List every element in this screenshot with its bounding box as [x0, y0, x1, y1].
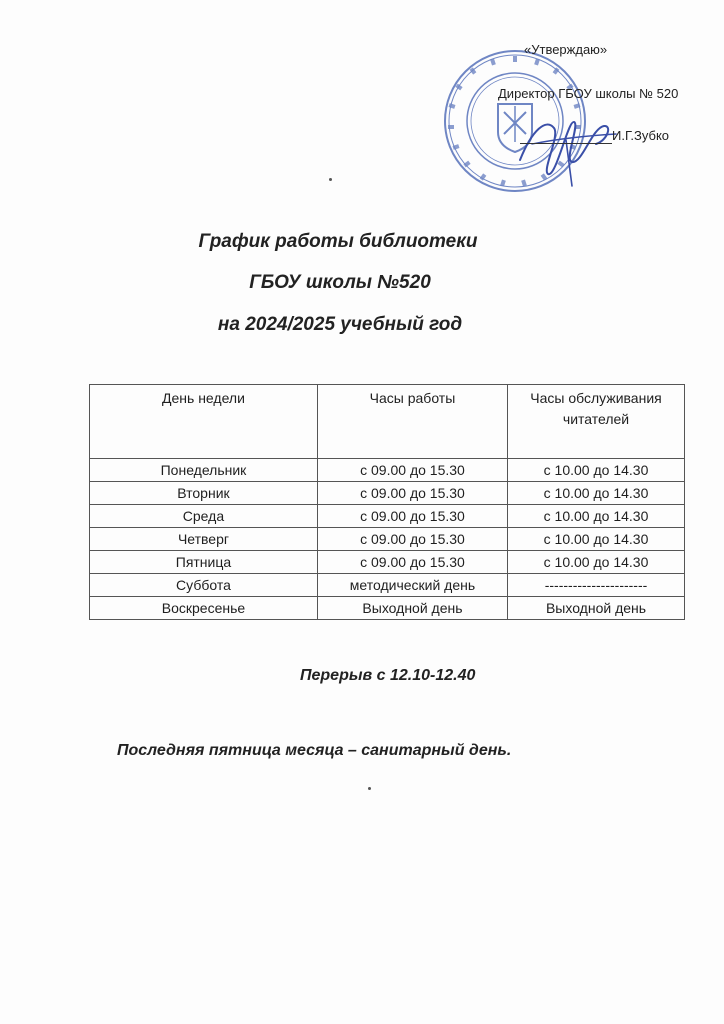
- cell-work-hours: Выходной день: [317, 597, 507, 620]
- stray-mark: [329, 178, 332, 181]
- cell-day: Среда: [90, 505, 318, 528]
- cell-work-hours: с 09.00 до 15.30: [317, 528, 507, 551]
- schedule-table: [89, 384, 685, 620]
- cell-work-hours: с 09.00 до 15.30: [317, 505, 507, 528]
- cell-day: Четверг: [90, 528, 318, 551]
- director-signature: [512, 100, 622, 190]
- table-row: [90, 574, 685, 597]
- signature-line: [520, 143, 612, 144]
- table-row: [90, 528, 685, 551]
- header-work-hours: Часы работы: [317, 385, 507, 459]
- cell-work-hours: методический день: [317, 574, 507, 597]
- sanitary-day-note: Последняя пятница месяца – санитарный день.: [117, 742, 512, 759]
- approval-title: «Утверждаю»: [524, 42, 608, 57]
- approval-name: И.Г.Зубко: [612, 128, 670, 143]
- cell-service-hours: с 10.00 до 14.30: [508, 505, 685, 528]
- page-subtitle-school: ГБОУ школы №520: [249, 272, 431, 293]
- cell-service-hours: ----------------------: [508, 574, 685, 597]
- cell-work-hours: с 09.00 до 15.30: [317, 459, 507, 482]
- cell-service-hours: с 10.00 до 14.30: [508, 551, 685, 574]
- cell-day: Понедельник: [90, 459, 318, 482]
- cell-work-hours: с 09.00 до 15.30: [317, 482, 507, 505]
- cell-service-hours: с 10.00 до 14.30: [508, 459, 685, 482]
- table-header-row: [90, 385, 685, 459]
- stray-mark: [368, 787, 371, 790]
- header-service-hours: Часы обслуживания читателей: [508, 385, 685, 459]
- cell-day: Вторник: [90, 482, 318, 505]
- page-title: График работы библиотеки: [198, 231, 478, 252]
- table-row: [90, 482, 685, 505]
- table-row: [90, 597, 685, 620]
- cell-day: Пятница: [90, 551, 318, 574]
- header-day: День недели: [90, 385, 318, 459]
- cell-work-hours: с 09.00 до 15.30: [317, 551, 507, 574]
- break-note: Перерыв с 12.10-12.40: [300, 667, 476, 684]
- table-row: [90, 551, 685, 574]
- cell-service-hours: с 10.00 до 14.30: [508, 482, 685, 505]
- cell-day: Суббота: [90, 574, 318, 597]
- table-row: [90, 459, 685, 482]
- page-subtitle-year: на 2024/2025 учебный год: [217, 314, 463, 335]
- cell-service-hours: Выходной день: [508, 597, 685, 620]
- cell-day: Воскресенье: [90, 597, 318, 620]
- table-row: [90, 505, 685, 528]
- approval-director: Директор ГБОУ школы № 520: [498, 86, 679, 101]
- cell-service-hours: с 10.00 до 14.30: [508, 528, 685, 551]
